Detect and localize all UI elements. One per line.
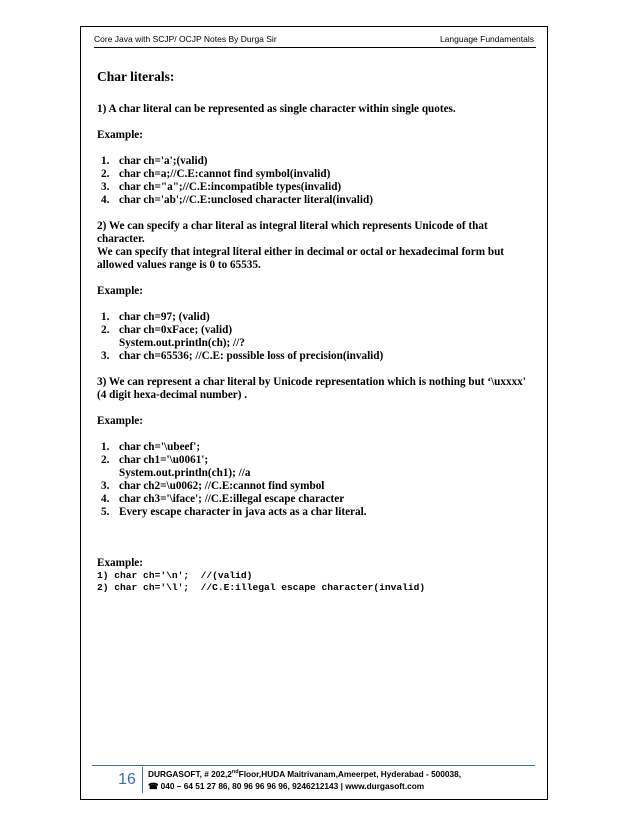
example-label: Example:	[97, 557, 143, 569]
point-2-line-2: We can specify that integral literal either in decimal or octal or hexadecimal form but allowed values range is 0 to 65535.	[97, 246, 505, 271]
footer-address: DURGASOFT, # 202,2ndFloor,HUDA Maitrivanam,Ameerpet, Hyderabad - 500038,	[148, 769, 462, 779]
list-item: 3. char ch="a";//C.E:incompatible types(invalid)	[101, 181, 342, 193]
list-item: 3. char ch=65536; //C.E: possible loss of precision(invalid)	[101, 350, 384, 362]
header-rule	[94, 47, 536, 48]
list-item: 2. char ch1='\u0061';	[101, 454, 209, 466]
list-item: 5. Every escape character in java acts as a char literal.	[101, 506, 367, 518]
example-list-1	[97, 155, 533, 207]
point-2-line-1: 2) We can specify a char literal as integral literal which represents Unicode of that character.	[97, 220, 488, 245]
document-body	[97, 69, 533, 594]
example-list-3	[97, 441, 533, 519]
example-label: Example:	[97, 415, 143, 427]
header-left: Core Java with SCJP/ OCJP Notes By Durga Sir	[94, 34, 277, 44]
phone-icon: ☎	[148, 781, 159, 791]
header-right: Language Fundamentals	[439, 34, 534, 44]
section-title: Char literals:	[97, 69, 175, 84]
list-item-continuation: System.out.println(ch1); //a	[119, 467, 251, 479]
page-footer	[148, 768, 538, 792]
page-header	[94, 34, 534, 48]
list-item: 4. char ch='ab';//C.E:unclosed character literal(invalid)	[101, 194, 373, 206]
example-list-2	[97, 311, 533, 363]
example-label: Example:	[97, 129, 143, 141]
point-3: 3) We can represent a char literal by Unicode representation which is nothing but ‘\uxxxx' (4 digit hexa-decimal number) .	[97, 376, 526, 401]
list-item-continuation: System.out.println(ch); //?	[119, 337, 245, 349]
list-item: 3. char ch2=\u0062; //C.E:cannot find symbol	[101, 480, 325, 492]
footer-rule	[92, 765, 535, 766]
list-item: 1. char ch='a';(valid)	[101, 155, 208, 167]
code-line: 2) char ch='\l'; //C.E:illegal escape character(invalid)	[97, 582, 426, 593]
list-item: 4. char ch3='\iface'; //C.E:illegal escape character	[101, 493, 345, 505]
point-1: 1) A char literal can be represented as single character within single quotes.	[97, 103, 456, 115]
example-label: Example:	[97, 285, 143, 297]
code-line: 1) char ch='\n'; //(valid)	[97, 570, 253, 581]
footer-contact: ☎ 040 – 64 51 27 86, 80 96 96 96 96, 9246212143 | www.durgasoft.com	[148, 781, 425, 791]
page-number: 16	[112, 767, 143, 793]
list-item: 1. char ch='\ubeef';	[101, 441, 201, 453]
list-item: 2. char ch=0xFace; (valid)	[101, 324, 233, 336]
list-item: 1. char ch=97; (valid)	[101, 311, 210, 323]
list-item: 2. char ch=a;//C.E:cannot find symbol(invalid)	[101, 168, 331, 180]
